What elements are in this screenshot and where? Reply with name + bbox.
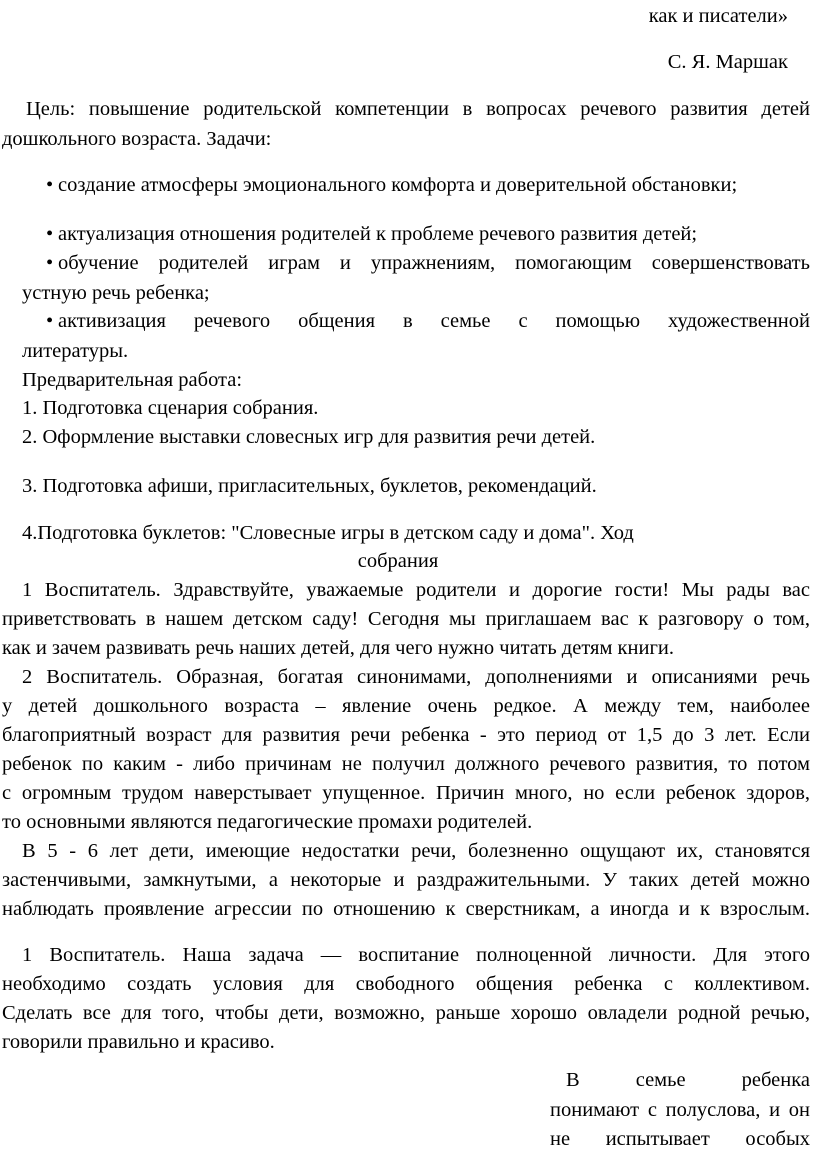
meeting-p4-line-4: говорили правильно и красиво. [2, 1031, 275, 1053]
side-text-line-2: понимают с полуслова, и он [550, 1099, 810, 1121]
prep-item-3: 3. Подготовка афиши, пригласительных, буклетов, рекомендаций. [22, 475, 597, 497]
side-text-line-1: В семье ребенка [566, 1069, 810, 1091]
meeting-p2-line-3: благоприятный возраст для развития речи ребенка - это период от 1,5 до 3 лет. Если [2, 724, 810, 746]
goal-line-2: дошкольного возраста. Задачи: [2, 128, 272, 150]
task-item-3-line-2: устную речь ребенка; [22, 282, 210, 304]
meeting-p4-line-1: 1 Воспитатель. Наша задача — воспитание полноценной личности. Для этого [22, 944, 810, 966]
meeting-p3-line-2: застенчивыми, замкнутыми, а некоторые и раздражительными. У таких детей можно [2, 869, 810, 891]
epigraph-quote-end: как и писатели» [648, 5, 788, 27]
meeting-p3-line-3: наблюдать проявление агрессии по отношению к сверстникам, а иногда и к взрослым. [2, 898, 810, 920]
prep-item-1: 1. Подготовка сценария собрания. [22, 397, 319, 419]
meeting-p2-line-6: то основными являются педагогические промахи родителей. [2, 811, 533, 833]
bullet-icon: • [46, 223, 54, 245]
meeting-p1-line-2: приветствовать в нашем детском саду! Сегодня мы приглашаем вас к разговору о том, [2, 608, 810, 630]
prep-item-4: 4.Подготовка буклетов: "Словесные игры в детском саду и дома". Ход [22, 522, 634, 544]
meeting-p2-line-4: ребенок по каким - либо причинам не получил должного речевого развития, то потом [2, 753, 810, 775]
meeting-p1-line-1: 1 Воспитатель. Здравствуйте, уважаемые родители и дорогие гости! Мы рады вас [22, 579, 810, 601]
meeting-p1-line-3: как и зачем развивать речь наших детей, для чего нужно читать детям книги. [2, 637, 674, 659]
goal-line-1: Цель: повышение родительской компетенции в вопросах речевого развития детей [26, 98, 810, 120]
meeting-p2-line-5: с огромным трудом наверстывает упущенное. Причин много, но если ребенок здоров, [2, 782, 810, 804]
prep-item-2: 2. Оформление выставки словесных игр для развития речи детей. [22, 426, 596, 448]
bullet-icon: • [46, 310, 54, 332]
meeting-p2-line-2: у детей дошкольного возраста – явление очень редкое. А между тем, наиболее [2, 695, 810, 717]
bullet-icon: • [46, 174, 54, 196]
bullet-icon: • [46, 252, 54, 274]
prep-item-4-continuation: собрания [357, 550, 439, 572]
prep-heading: Предварительная работа: [22, 369, 243, 391]
meeting-p2-line-1: 2 Воспитатель. Образная, богатая синонимами, дополнениями и описаниями речь [22, 666, 810, 688]
task-item-3-line-1: обучение родителей играм и упражнениям, помогающим совершенствовать [58, 252, 810, 274]
task-item-4-line-1: активизация речевого общения в семье с помощью художественной [58, 310, 810, 332]
task-item-1: создание атмосферы эмоционального комфорта и доверительной обстановки; [58, 174, 738, 196]
side-text-line-3: не испытывает особых [550, 1128, 810, 1150]
meeting-p4-line-2: необходимо создать условия для свободного общения ребенка с коллективом. [2, 973, 810, 995]
epigraph-author: С. Я. Маршак [667, 51, 788, 73]
meeting-p3-line-1: В 5 - 6 лет дети, имеющие недостатки речи, болезненно ощущают их, становятся [22, 840, 810, 862]
task-item-2: актуализация отношения родителей к проблеме речевого развития детей; [58, 223, 698, 245]
task-item-4-line-2: литературы. [22, 340, 129, 362]
meeting-p4-line-3: Сделать все для того, чтобы дети, возможно, раньше хорошо овладели родной речью, [2, 1002, 810, 1024]
